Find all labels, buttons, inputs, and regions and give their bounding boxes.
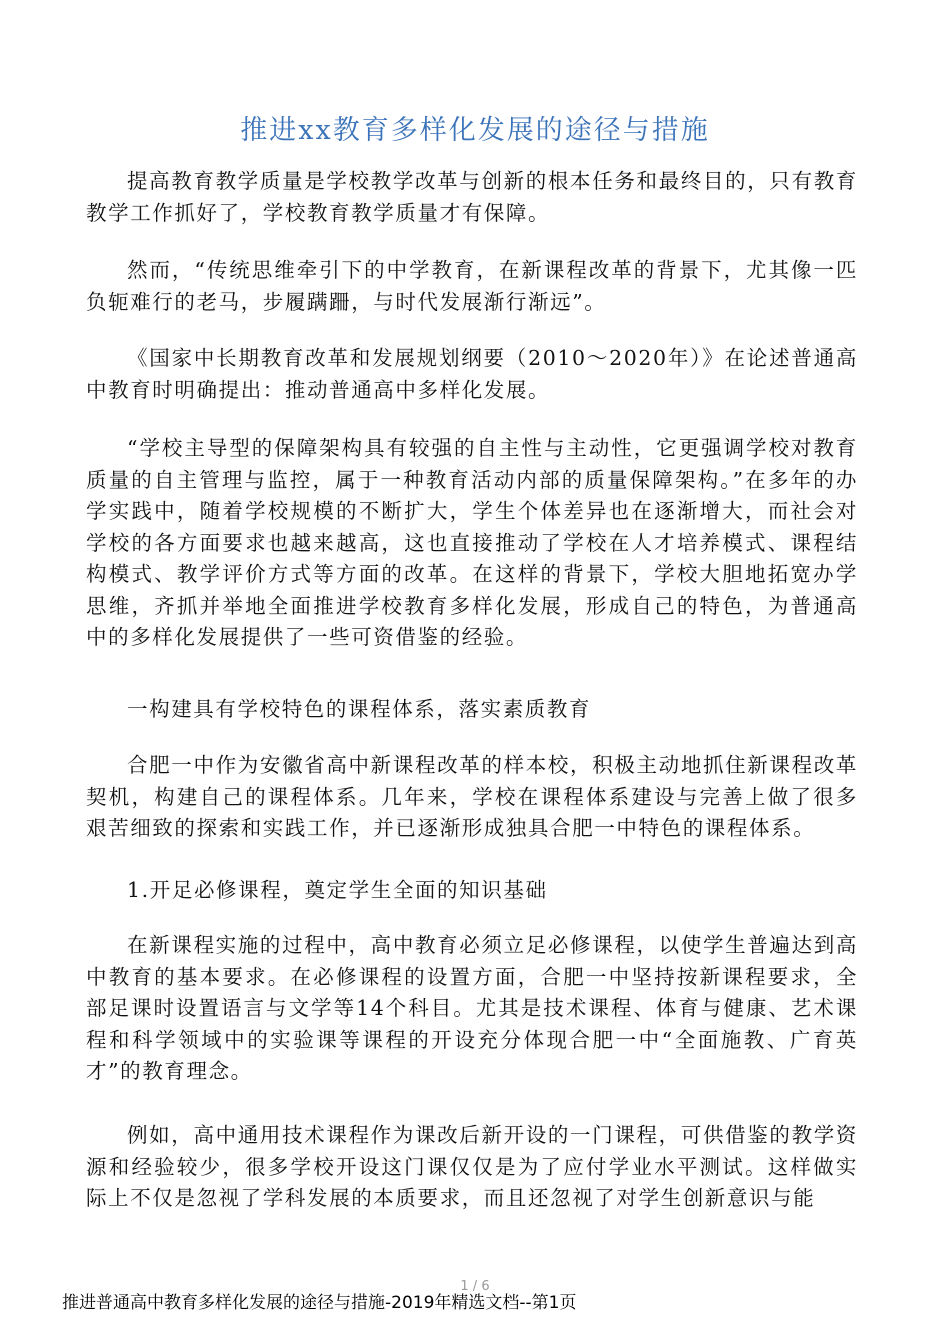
paragraph-4: “学校主导型的保障架构具有较强的自主性与主动性，它更强调学校对教育质量的自主管理与监控，属于一种教育活动内部的质量保障架构。”在多年的办学实践中，随着学校规模的不断扩大，学生个体差异也在逐渐增大，而社会对学校的各方面要求也越来越高，这也直接推动了学校在人才培养模式、课程结构模式、教学评价方式等方面的改革。在这样的背景下，学校大胆地拓宽办学思维，齐抓并举地全面推进学校教育多样化发展，形成自己的特色，为普通高中的多样化发展提供了一些可资借鉴的经验。 (86, 436, 858, 649)
section-heading-2: 1.开足必修课程，奠定学生全面的知识基础 (127, 878, 548, 902)
paragraph-5: 合肥一中作为安徽省高中新课程改革的样本校，积极主动地抓住新课程改革契机，构建自己的课程体系。几年来，学校在课程体系建设与完善上做了很多艰苦细致的探索和实践工作，并已逐渐形成独具合肥一中特色的课程体系。 (86, 753, 858, 840)
paragraph-3: 《国家中长期教育改革和发展规划纲要（2010～2020年）》在论述普通高中教育时明确提出：推动普通高中多样化发展。 (86, 346, 858, 402)
paragraph-7: 例如，高中通用技术课程作为课改后新开设的一门课程，可供借鉴的教学资源和经验较少，很多学校开设这门课仅仅是为了应付学业水平测试。这样做实际上不仅是忽视了学科发展的本质要求，而且还忽视了对学生创新意识与能 (86, 1123, 858, 1210)
section-heading-1: 一构建具有学校特色的课程体系，落实素质教育 (127, 697, 592, 721)
paragraph-2: 然而，“传统思维牵引下的中学教育，在新课程改革的背景下，尤其像一匹负轭难行的老马，步履蹒跚，与时代发展渐行渐远”。 (86, 258, 858, 314)
page-footer: 推进普通高中教育多样化发展的途径与措施-2019年精选文档--第1页 (62, 1293, 577, 1313)
page-indicator: 1 / 6 (460, 1279, 490, 1294)
document-title: 推进xx教育多样化发展的途径与措施 (240, 115, 710, 146)
paragraph-6: 在新课程实施的过程中，高中教育必须立足必修课程，以使学生普遍达到高中教育的基本要求。在必修课程的设置方面，合肥一中坚持按新课程要求，全部足课时设置语言与文学等14个科目。尤其是技术课程、体育与健康、艺术课程和科学领域中的实验课等课程的开设充分体现合肥一中“全面施教、广育英才”的教育理念。 (86, 933, 858, 1083)
paragraph-1: 提高教育教学质量是学校教学改革与创新的根本任务和最终目的，只有教育教学工作抓好了，学校教育教学质量才有保障。 (86, 169, 858, 225)
